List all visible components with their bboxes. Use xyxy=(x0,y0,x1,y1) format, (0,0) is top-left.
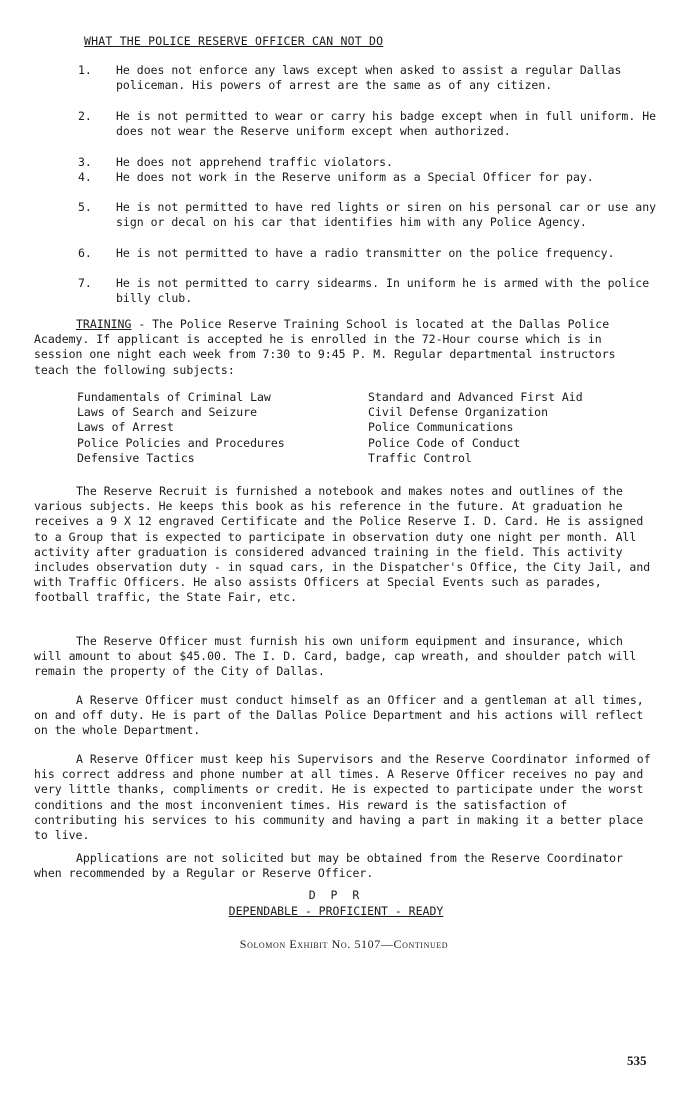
motto: DEPENDABLE - PROFICIENT - READY xyxy=(228,904,444,918)
body-paragraph xyxy=(34,484,654,606)
paragraph-text: A Reserve Officer must conduct himself as an Officer and a gentleman at all times, on and off duty. He is part of the Dallas Police Department and his actions will reflect on the whole Department. xyxy=(34,693,644,738)
body-paragraph xyxy=(34,693,654,739)
subject-item: Traffic Control xyxy=(368,450,472,465)
item-number: 7. xyxy=(78,276,92,290)
item-number: 2. xyxy=(78,109,92,123)
subject-item: Laws of Search and Seizure xyxy=(77,405,258,420)
item-number: 1. xyxy=(78,63,92,77)
paragraph-text: The Reserve Officer must furnish his own uniform equipment and insurance, which will amount to about $45.00. The I. D. Card, badge, cap wreath, and shoulder patch will remain the property of the City of Dallas. xyxy=(34,634,637,679)
list-item xyxy=(40,246,660,276)
item-text: He is not permitted to wear or carry his badge except when in full uniform. He does not wear the Reserve uniform except when authorized. xyxy=(116,109,657,139)
exhibit-caption: Solomon Exhibit No. 5107—Continued xyxy=(239,937,449,951)
subject-item: Standard and Advanced First Aid xyxy=(368,390,583,404)
subject-item: Police Communications xyxy=(368,420,514,435)
list-item xyxy=(40,63,660,109)
item-number: 6. xyxy=(78,246,92,260)
body-paragraph xyxy=(34,752,654,843)
prohibitions-list xyxy=(40,63,660,306)
item-number: 3. xyxy=(78,155,92,169)
subject-item: Civil Defense Organization xyxy=(368,405,549,420)
subject-item: Fundamentals of Criminal Law xyxy=(77,390,271,404)
item-text: He does not work in the Reserve uniform as a Special Officer for pay. xyxy=(116,170,594,184)
dpr-initials: D P R xyxy=(308,888,364,902)
body-paragraph xyxy=(34,634,654,680)
subjects-right-column xyxy=(368,390,648,466)
paragraph-text: Applications are not solicited but may be obtained from the Reserve Coordinator when recommended by a Regular or Reserve Officer. xyxy=(34,851,623,881)
item-number: 5. xyxy=(78,200,92,214)
item-text: He is not permitted to carry sidearms. In uniform he is armed with the police billy club. xyxy=(116,276,650,306)
list-item xyxy=(40,170,660,200)
subject-item: Defensive Tactics xyxy=(77,450,195,465)
list-item xyxy=(40,276,660,306)
item-text: He is not permitted to have red lights or siren on his personal car or use any sign or decal on his car that identifies him with any Police Agency. xyxy=(116,200,657,230)
item-number: 4. xyxy=(78,170,92,184)
subject-item: Laws of Arrest xyxy=(77,420,174,435)
item-text: He does not enforce any laws except when asked to assist a regular Dallas policeman. His powers of arrest are the same as of any citizen. xyxy=(116,63,622,93)
paragraph-text: The Reserve Recruit is furnished a notebook and makes notes and outlines of the various subjects. He keeps this book as his reference in the future. At graduation he receives a 9 X 12 engraved Certificate and the Police Reserve I. D. Card. He is assigned to a Group that is expected to participate in observation duty one night per month. All activity after graduation is considered advanced training in the field. This activity includes observation duty - in squad cars, in the Dispatcher's Office, the City Jail, and with Traffic Officers. He also assists Officers at Special Events such as parades, football traffic, the State Fair, etc. xyxy=(34,484,651,605)
page-number: 535 xyxy=(627,1053,647,1068)
list-item xyxy=(40,200,660,246)
subject-item: Police Code of Conduct xyxy=(368,435,521,450)
page-title: WHAT THE POLICE RESERVE OFFICER CAN NOT DO xyxy=(84,34,384,48)
item-text: He is not permitted to have a radio transmitter on the police frequency. xyxy=(116,246,615,260)
body-paragraph xyxy=(34,851,654,881)
item-text: He does not apprehend traffic violators. xyxy=(116,155,393,169)
training-heading: TRAINING xyxy=(76,317,132,331)
training-text: - The Police Reserve Training School is located at the Dallas Police Academy. If applicant is accepted he is enrolled in the 72-Hour course which is in session one night each week from 7:30 to 9:45 P. M. Regular departmental instructors teach the following subjects: xyxy=(34,317,616,377)
training-paragraph xyxy=(34,317,654,378)
subject-item: Police Policies and Procedures xyxy=(77,435,285,450)
subjects-left-column xyxy=(77,390,357,466)
list-item xyxy=(40,109,660,155)
paragraph-text: A Reserve Officer must keep his Supervisors and the Reserve Coordinator informed of his correct address and phone number at all times. A Reserve Officer receives no pay and very little thanks, compliments or credit. He is expected to participate under the worst conditions and the most inconvenient times. His reward is the satisfaction of contributing his services to his community and having a part in making it a better place to live. xyxy=(34,752,651,843)
list-item xyxy=(40,155,660,170)
